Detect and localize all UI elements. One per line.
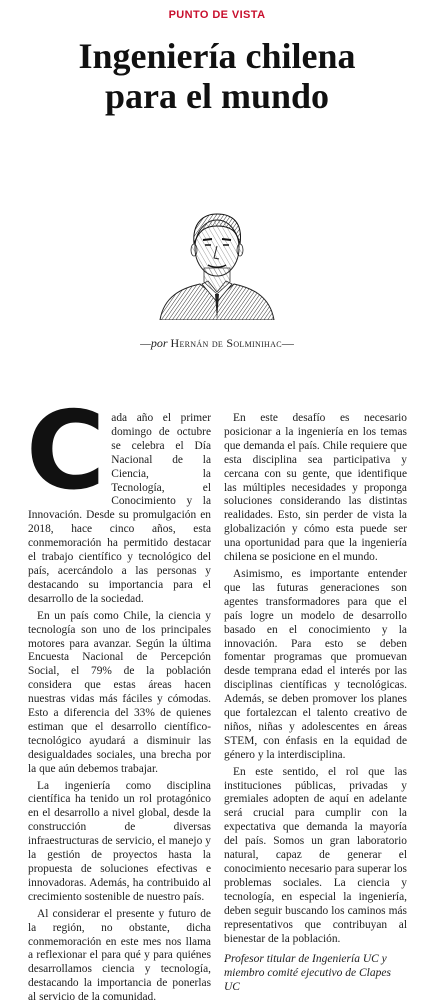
article-column-right [224,412,407,994]
byline [0,336,434,351]
byline-prefix: —por [140,336,168,350]
article-paragraph: En este sentido, el rol que las instituciones públicas, privadas y gremiales adopten de aquí en adelante será crucial para cumplir con la expectativa que demanda la mayoría del país. Somos un gran laboratorio natural, capaz de generar el conocimiento necesario para superar los problemas sociales. La ciencia y tecnología, en especial la ingeniería, deben seguir buscando los caminos más representativos que contribuyan al bienestar de la población. [224,765,407,945]
article-paragraph: La ingeniería como disciplina científica ha tenido un rol protagónico en el desarrollo a nivel global, desde la construcción de diversas infraestructuras de servicio, el manejo y la gestión de proyectos hasta la propuesta de soluciones efectivas e innovadoras. Además, ha contribuido al crecimiento sostenible de nuestro país. [28,779,211,903]
article-paragraph: ada año el primer domingo de octubre se celebra el Día Nacional de la Ciencia, la Tecnología, el Conocimiento y la Innovación. Desde su promulgación en 2018, hace cinco años, esta conmemoración ha permitido destacar el trabajo científico y tecnológico del país, acercándolo a las personas y destacando su importancia para el desarrollo de la sociedad. [28,412,211,605]
article-paragraph: En este desafío es necesario posicionar a la ingeniería en los temas que demanda el país. Chile requiere que esta disciplina sea participativa y cercana con su gente, que identifique las múltiples necesidades y proponga soluciones considerando las distintas realidades. Esto, sin perder de vista la globalización y cómo esta puede ser una oportunidad para que la ingeniería chilena se posicione en el mundo. [224,412,407,564]
headline [30,36,404,116]
article-column-left [26,389,211,1008]
author-signature: Profesor titular de Ingeniería UC y miembro comité ejecutivo de Clapes UC [224,953,391,994]
byline-suffix: — [281,336,294,350]
author-portrait [152,202,282,320]
article-paragraph: Al considerar el presente y futuro de la región, no obstante, dicha conmemoración en este mes nos llama a reflexionar el para qué y para quiénes desarrollamos ciencia y tecnología, destacando la importancia de ponerlas al servicio de la comunidad. [28,907,211,1004]
headline-line-2: para el mundo [104,76,330,116]
drop-cap: C [26,389,106,514]
kicker-label: PUNTO DE VISTA [168,9,266,21]
byline-author: Hernán de Solminihac [170,336,282,350]
article-paragraph: Asimismo, es importante entender que las futuras generaciones son agentes transformadores para que el país logre un modelo de desarrollo basado en el conocimiento y la innovación. Para esto se deben fomentar programas que promuevan desde temprana edad el interés por las disciplinas científicas y tecnológicas. Además, se deben promover los planes que fortalezcan el talento creativo de niños, niñas y adolescentes en áreas STEM, con énfasis en la equidad de género y la interdisciplina. [224,567,407,761]
article-paragraph: En un país como Chile, la ciencia y tecnología son uno de los principales motores para avanzar. Según la última Encuesta Nacional de Percepción Social, el 79% de la población considera que estas áreas hacen nuestras vidas más fáciles y cómodas. Esto a diferencia del 33% de quienes estiman que el desarrollo científico-tecnológico ayudará a disminuir las desigualdades sociales, una brecha por la que aún debemos trabajar. [28,609,211,775]
headline-line-1: Ingeniería chilena [78,36,356,76]
